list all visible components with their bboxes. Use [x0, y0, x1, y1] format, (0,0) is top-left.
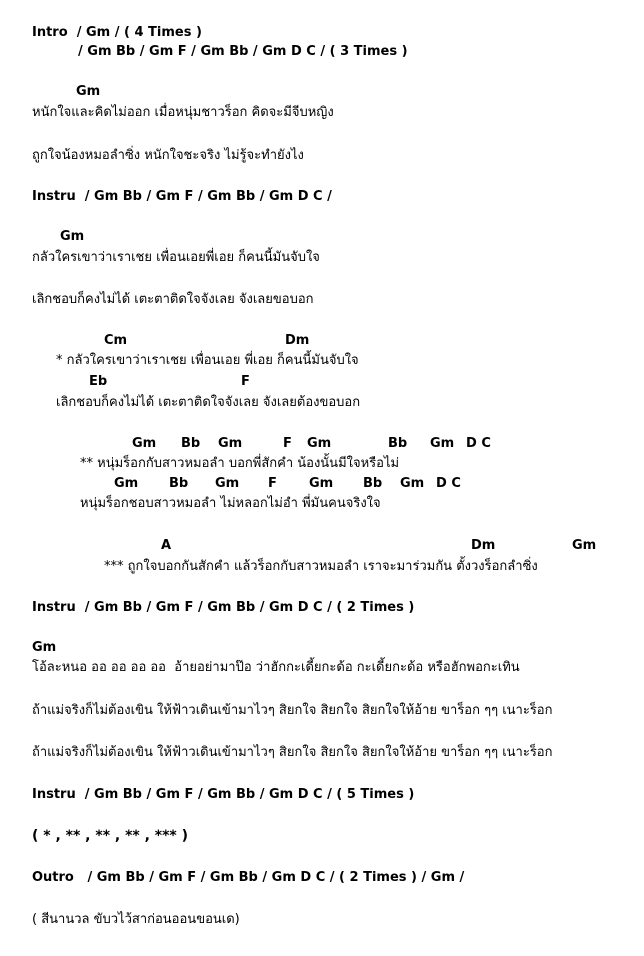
lyric-line: เลิกชอบก็คงไม่ได้ เตะตาติดใจจังเลย จังเลยต้องขอบอก: [56, 395, 361, 410]
outro-line: Outro / Gm Bb / Gm F / Gm Bb / Gm D C / ( 2 Times ) / Gm /: [32, 870, 465, 885]
chord: F: [241, 374, 250, 389]
chord: Dm: [285, 333, 310, 348]
lyric-line: หนุ่มร็อกชอบสาวหมอลำ ไม่หลอกไม่อำ พี่มันคนจริงใจ: [80, 496, 381, 511]
chord: Gm: [572, 538, 597, 553]
instrumental-line: Instru / Gm Bb / Gm F / Gm Bb / Gm D C / ( 2 Times ): [32, 600, 415, 615]
lyric-line: เลิกชอบก็คงไม่ได้ เตะตาติดใจจังเลย จังเลยขอบอก: [32, 292, 314, 307]
chord: Gm: [307, 436, 332, 451]
chord: Cm: [104, 333, 128, 348]
chord: Gm: [114, 476, 139, 491]
chord: D C: [466, 436, 491, 451]
chord: Gm: [400, 476, 425, 491]
lyric-line: หนักใจและคิดไม่ออก เมื่อหนุ่มชาวร็อก คิดจะมีจีบหญิง: [32, 105, 334, 120]
lyric-line: ถูกใจน้องหมอลำซิ่ง หนักใจชะจริง ไม่รู้จะทำยังไง: [32, 148, 304, 163]
chord: F: [283, 436, 292, 451]
instrumental-line: Instru / Gm Bb / Gm F / Gm Bb / Gm D C /: [32, 189, 332, 204]
chord: Bb: [181, 436, 201, 451]
chord: Dm: [471, 538, 496, 553]
lyric-line: ถ้าแม่จริงก็ไม่ต้องเขิน ให้ฟ้าวเดินเข้ามาไวๆ สิยกใจ สิยกใจ สิยกใจให้อ้าย ขาร็อก ๆๆ เนาะร็อก: [32, 745, 553, 760]
lyric-line: โอ้ละหนอ ออ ออ ออ ออ อ้ายอย่ามาป๊อ ว่าฮักกะเดี้ยกะด้อ กะเดี้ยกะด้อ หรือฮักพอกะเทิน: [32, 660, 520, 675]
credit-line: ( สีนานวล ขับวไว้สาก่อนออนขอนเด): [32, 912, 240, 927]
chord: D C: [436, 476, 461, 491]
chord: Gm: [215, 476, 240, 491]
chord: Bb: [169, 476, 189, 491]
instrumental-line: Instru / Gm Bb / Gm F / Gm Bb / Gm D C / ( 5 Times ): [32, 787, 415, 802]
intro-line: Intro / Gm / ( 4 Times ): [32, 25, 202, 40]
lyric-line: ** หนุ่มร็อกกับสาวหมอลำ บอกพี่สักคำ น้องนั้นมีใจหรือไม่: [80, 456, 400, 471]
chord: Eb: [89, 374, 108, 389]
chord: Gm: [309, 476, 334, 491]
lyric-line: * กลัวใครเขาว่าเราเชย เพื่อนเอย พี่เอย ก็คนนี้มันจับใจ: [56, 353, 359, 368]
chord: Bb: [388, 436, 408, 451]
chord: F: [268, 476, 277, 491]
lyric-line: ถ้าแม่จริงก็ไม่ต้องเขิน ให้ฟ้าวเดินเข้ามาไวๆ สิยกใจ สิยกใจ สิยกใจให้อ้าย ขาร็อก ๆๆ เนาะร็อก: [32, 703, 553, 718]
lyric-line: กลัวใครเขาว่าเราเชย เพื่อนเอยพี่เอย ก็คนนี้มันจับใจ: [32, 250, 320, 265]
chord: Gm: [60, 229, 85, 244]
chord: Gm: [430, 436, 455, 451]
chord: Bb: [363, 476, 383, 491]
chord: Gm: [76, 84, 101, 99]
repeat-order: ( * , ** , ** , ** , *** ): [32, 828, 189, 844]
chord: Gm: [132, 436, 157, 451]
chord: Gm: [32, 640, 57, 655]
chord: Gm: [218, 436, 243, 451]
intro-progression: / Gm Bb / Gm F / Gm Bb / Gm D C / ( 3 Times ): [78, 44, 408, 59]
chord: A: [161, 538, 172, 553]
lyric-line: *** ถูกใจบอกกันสักคำ แล้วร็อกกับสาวหมอลำ เราจะมาร่วมกัน ตั้งวงร็อกลำซิ่ง: [104, 559, 538, 574]
